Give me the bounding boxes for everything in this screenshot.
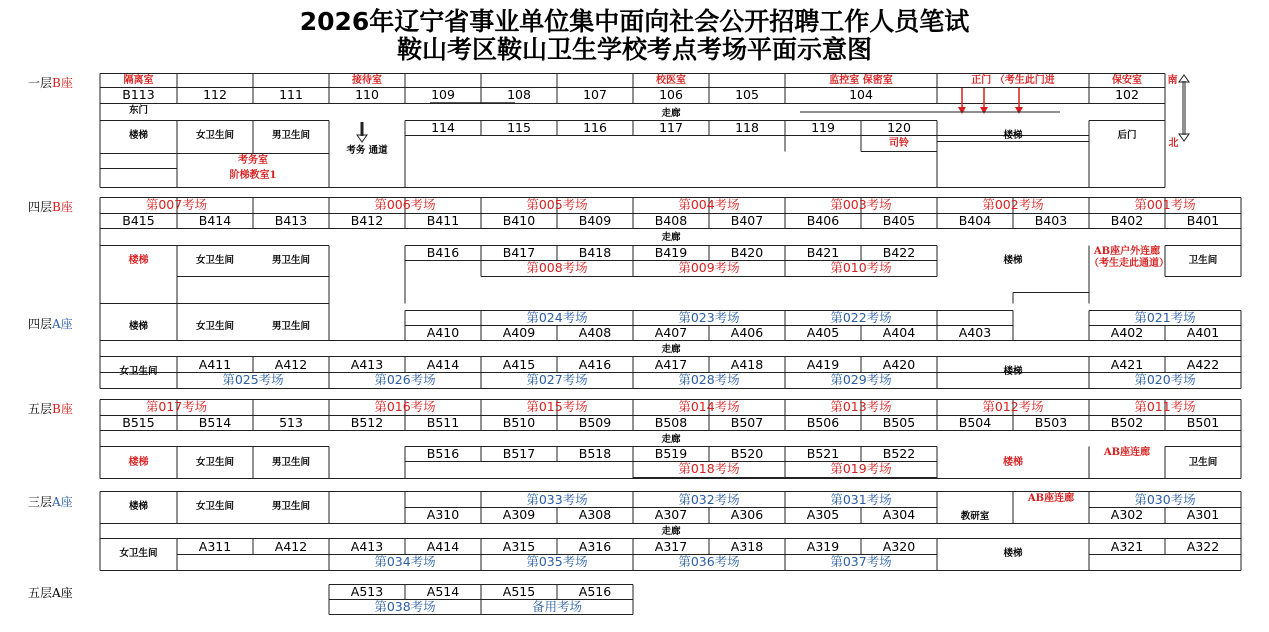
room-cell: B506	[806, 415, 840, 430]
room-cell: A513	[350, 584, 384, 599]
room-cell: A515	[502, 584, 536, 599]
room-cell: B515	[122, 415, 155, 430]
room-cell: 第022考场	[830, 310, 892, 325]
room-cell: 隔离室	[123, 75, 154, 86]
room-cell: 北	[1168, 138, 1179, 149]
room-cell: A318	[730, 539, 764, 554]
room-cell: 监控室 保密室	[829, 75, 893, 86]
room-cell: A417	[654, 357, 688, 372]
room-cell: A316	[578, 539, 612, 554]
room-cell: B501	[1186, 415, 1220, 430]
room-cell: 第005考场	[526, 197, 588, 212]
room-cell: 考务室	[238, 155, 268, 166]
room-cell: 第010考场	[830, 260, 892, 275]
room-cell: A402	[1110, 325, 1144, 340]
floor-label-part: 三层	[28, 495, 53, 509]
room-cell: 111	[279, 87, 303, 102]
room-cell: 第023考场	[678, 310, 740, 325]
room-cell: 第029考场	[830, 372, 892, 387]
room-cell: 104	[849, 87, 873, 102]
room-cell: 第002考场	[982, 197, 1044, 212]
room-cell: A320	[882, 539, 916, 554]
room-cell: A413	[350, 539, 384, 554]
room-cell: A409	[502, 325, 536, 340]
room-cell: B502	[1110, 415, 1144, 430]
room-cell: 110	[355, 87, 379, 102]
room-cell: A412	[274, 539, 308, 554]
room-cell: A319	[806, 539, 840, 554]
room-cell: 第011考场	[1134, 399, 1196, 414]
room-cell: 楼梯	[128, 255, 149, 266]
room-cell: 女卫生间	[195, 457, 234, 468]
room-cell: 备用考场	[531, 599, 582, 614]
room-cell: AB座户外连廊（考生走此通道）	[1089, 246, 1169, 269]
room-cell: B507	[730, 415, 764, 430]
room-cell: 女卫生间	[195, 501, 234, 512]
room-cell: A514	[426, 584, 460, 599]
room-cell: A309	[502, 507, 536, 522]
room-cell: 男卫生间	[271, 501, 310, 512]
room-cell: 第012考场	[982, 399, 1044, 414]
room-cell: 女卫生间	[195, 130, 234, 141]
room-cell: 女卫生间	[195, 321, 234, 332]
room-cell: 第016考场	[374, 399, 436, 414]
room-cell: A411	[198, 357, 232, 372]
room-cell: 女卫生间	[119, 366, 158, 377]
room-cell: B402	[1110, 213, 1144, 228]
room-cell: 第034考场	[374, 554, 436, 569]
room-cell: A315	[502, 539, 536, 554]
entrance-arrow-head	[958, 107, 966, 114]
room-cell: 108	[507, 87, 531, 102]
room-cell: 117	[659, 120, 683, 135]
room-cell: B522	[882, 446, 916, 461]
room-cell: A317	[654, 539, 688, 554]
arrow-head-north	[1179, 75, 1189, 82]
room-cell: A305	[806, 507, 840, 522]
room-cell: 楼梯	[128, 130, 148, 141]
room-cell: B413	[274, 213, 308, 228]
room-cell: A412	[274, 357, 308, 372]
room-cell: A516	[578, 584, 612, 599]
room-cell: 男卫生间	[271, 457, 310, 468]
room-cell: 第027考场	[526, 372, 588, 387]
room-cell: 第003考场	[830, 197, 892, 212]
room-cell: B404	[958, 213, 992, 228]
room-cell: 走廊	[661, 232, 681, 243]
room-cell: 第004考场	[678, 197, 740, 212]
floor-label-part: B座	[52, 76, 73, 90]
room-cell: 楼梯	[128, 457, 149, 468]
floor-label-part: A座	[52, 495, 73, 509]
room-cell: A419	[806, 357, 840, 372]
room-cell: 楼梯	[128, 321, 148, 332]
room-cell: B421	[806, 245, 840, 260]
room-cell: 第015考场	[526, 399, 588, 414]
room-cell: 卫生间	[1188, 457, 1218, 468]
room-cell: 第014考场	[678, 399, 740, 414]
room-cell: 第035考场	[526, 554, 588, 569]
room-cell: A405	[806, 325, 840, 340]
room-cell: B519	[654, 446, 688, 461]
room-cell: 第037考场	[830, 554, 892, 569]
room-cell: A304	[882, 507, 916, 522]
room-cell: A401	[1186, 325, 1220, 340]
title-line1: 2026年辽宁省事业单位集中面向社会公开招聘工作人员笔试	[299, 7, 970, 36]
room-cell: B401	[1186, 213, 1220, 228]
room-cell: 走廊	[661, 344, 681, 355]
room-cell: B422	[882, 245, 916, 260]
room-cell: AB座连廊	[1027, 493, 1075, 504]
room-cell: 119	[811, 120, 835, 135]
room-cell: A306	[730, 507, 764, 522]
room-cell: 校医室	[656, 75, 686, 86]
room-cell: B419	[654, 245, 688, 260]
room-cell: 513	[279, 415, 303, 430]
room-cell: B420	[730, 245, 764, 260]
room-cell: 楼梯	[1003, 548, 1023, 559]
room-cell: A407	[654, 325, 688, 340]
down-arrow-head	[357, 135, 367, 142]
room-cell: 第024考场	[526, 310, 588, 325]
room-cell: A404	[882, 325, 916, 340]
room-cell: 第026考场	[374, 372, 436, 387]
room-cell: 109	[431, 87, 455, 102]
entrance-arrow-head	[980, 107, 988, 114]
room-cell: 保安室	[1112, 75, 1142, 86]
room-cell: 司铃	[889, 138, 909, 149]
room-cell: 教研室	[960, 511, 990, 522]
room-cell: 第025考场	[222, 372, 284, 387]
room-cell: A415	[502, 357, 536, 372]
room-cell: 男卫生间	[271, 255, 310, 266]
room-cell: 114	[431, 120, 455, 135]
room-cell: B504	[958, 415, 992, 430]
room-cell: 105	[735, 87, 759, 102]
room-cell: 115	[507, 120, 531, 135]
room-cell: 第038考场	[374, 599, 436, 614]
room-cell: B510	[502, 415, 536, 430]
room-cell: B405	[882, 213, 916, 228]
room-cell: A418	[730, 357, 764, 372]
floor-label-part: 五层	[28, 586, 53, 600]
room-cell: 第001考场	[1134, 197, 1196, 212]
room-cell: 第013考场	[830, 399, 892, 414]
room-cell: 第008考场	[526, 260, 588, 275]
room-cell: B514	[198, 415, 232, 430]
room-cell: A410	[426, 325, 460, 340]
room-cell: 男卫生间	[271, 321, 310, 332]
room-cell: 接待室	[352, 75, 382, 86]
room-cell: B512	[350, 415, 384, 430]
room-cell: 第009考场	[678, 260, 740, 275]
entrance-arrow-head	[1015, 107, 1023, 114]
room-cell: A414	[426, 539, 460, 554]
room-cell: A414	[426, 357, 460, 372]
room-cell: B406	[806, 213, 840, 228]
room-cell: 第033考场	[526, 492, 588, 507]
room-cell: 第007考场	[145, 197, 208, 212]
room-cell: 正门 （考生此门进	[971, 75, 1055, 86]
room-cell: A301	[1186, 507, 1220, 522]
room-cell: 第018考场	[678, 461, 740, 476]
room-cell: 考务 通道	[346, 145, 388, 156]
room-cell: B416	[426, 245, 460, 260]
room-cell: B511	[426, 415, 460, 430]
room-cell: A408	[578, 325, 612, 340]
room-cell: 南	[1167, 75, 1178, 86]
room-cell: A308	[578, 507, 612, 522]
room-cell: 女卫生间	[195, 255, 234, 266]
room-cell: B410	[502, 213, 536, 228]
room-cell: 楼梯	[1003, 130, 1023, 141]
room-cell: 阶梯教室1	[229, 170, 277, 181]
room-cell: 男卫生间	[271, 130, 310, 141]
room-cell: A321	[1110, 539, 1144, 554]
floor-label-part: 四层	[28, 317, 53, 331]
room-cell: A302	[1110, 507, 1144, 522]
room-cell: 楼梯	[1003, 457, 1023, 468]
room-cell: 第032考场	[678, 492, 740, 507]
room-cell: 112	[203, 87, 227, 102]
room-cell: AB座连廊	[1103, 447, 1151, 458]
room-cell: B520	[730, 446, 764, 461]
room-cell: B408	[654, 213, 688, 228]
room-cell: 楼梯	[1003, 366, 1023, 377]
floor-label-part: 四层	[28, 200, 53, 214]
room-cell: B516	[426, 446, 460, 461]
room-cell: 116	[583, 120, 607, 135]
room-cell: A311	[198, 539, 232, 554]
room-cell: 第021考场	[1134, 310, 1196, 325]
room-cell: 120	[887, 120, 911, 135]
floor-label-part: B座	[52, 200, 73, 214]
room-cell: 走廊	[661, 434, 681, 445]
room-cell: 第030考场	[1134, 492, 1196, 507]
room-cell: 第031考场	[830, 492, 892, 507]
floor-label-part: A座	[52, 317, 73, 331]
room-cell: B509	[578, 415, 612, 430]
room-cell: 第017考场	[145, 399, 208, 414]
room-cell: 118	[735, 120, 759, 135]
floor-label-part: B座	[52, 402, 73, 416]
floor-label-part: 一层	[28, 76, 53, 90]
room-cell: B417	[502, 245, 536, 260]
room-cell: 楼梯	[1003, 255, 1023, 266]
floor-label-part: 五层	[28, 402, 53, 416]
room-cell: 东门	[128, 105, 148, 116]
room-cell: B414	[198, 213, 232, 228]
room-cell: B517	[502, 446, 536, 461]
room-cell: B418	[578, 245, 612, 260]
floor-label-part: A座	[52, 586, 73, 600]
room-cell: B403	[1034, 213, 1068, 228]
room-cell: B113	[122, 87, 155, 102]
room-cell: B409	[578, 213, 612, 228]
room-cell: A421	[1110, 357, 1144, 372]
room-cell: A307	[654, 507, 688, 522]
room-cell: 107	[583, 87, 607, 102]
room-cell: 106	[659, 87, 683, 102]
room-cell: A416	[578, 357, 612, 372]
room-cell: B503	[1034, 415, 1068, 430]
room-cell: 走廊	[661, 108, 681, 119]
room-cell: A322	[1186, 539, 1220, 554]
room-cell: 第019考场	[830, 461, 892, 476]
room-cell: 后门	[1117, 130, 1137, 141]
room-cell: B505	[882, 415, 916, 430]
room-cell: 走廊	[661, 526, 681, 537]
room-cell: A403	[958, 325, 992, 340]
room-cell: A406	[730, 325, 764, 340]
room-cell: 第006考场	[374, 197, 436, 212]
room-cell: A413	[350, 357, 384, 372]
room-cell: 女卫生间	[119, 548, 158, 559]
room-cell: 卫生间	[1188, 255, 1218, 266]
room-cell: 102	[1115, 87, 1139, 102]
room-cell: B412	[350, 213, 384, 228]
room-cell: B415	[122, 213, 155, 228]
room-cell: B407	[730, 213, 764, 228]
room-cell: B518	[578, 446, 612, 461]
title-line2: 鞍山考区鞍山卫生学校考点考场平面示意图	[396, 35, 872, 64]
room-cell: 第020考场	[1134, 372, 1196, 387]
room-cell: B411	[426, 213, 460, 228]
room-cell: 第028考场	[678, 372, 740, 387]
room-cell: A310	[426, 507, 460, 522]
room-cell: 第036考场	[678, 554, 740, 569]
room-cell: B521	[806, 446, 840, 461]
room-cell: A420	[882, 357, 916, 372]
room-cell: A422	[1186, 357, 1220, 372]
room-cell: 楼梯	[128, 501, 148, 512]
room-cell: B508	[654, 415, 688, 430]
